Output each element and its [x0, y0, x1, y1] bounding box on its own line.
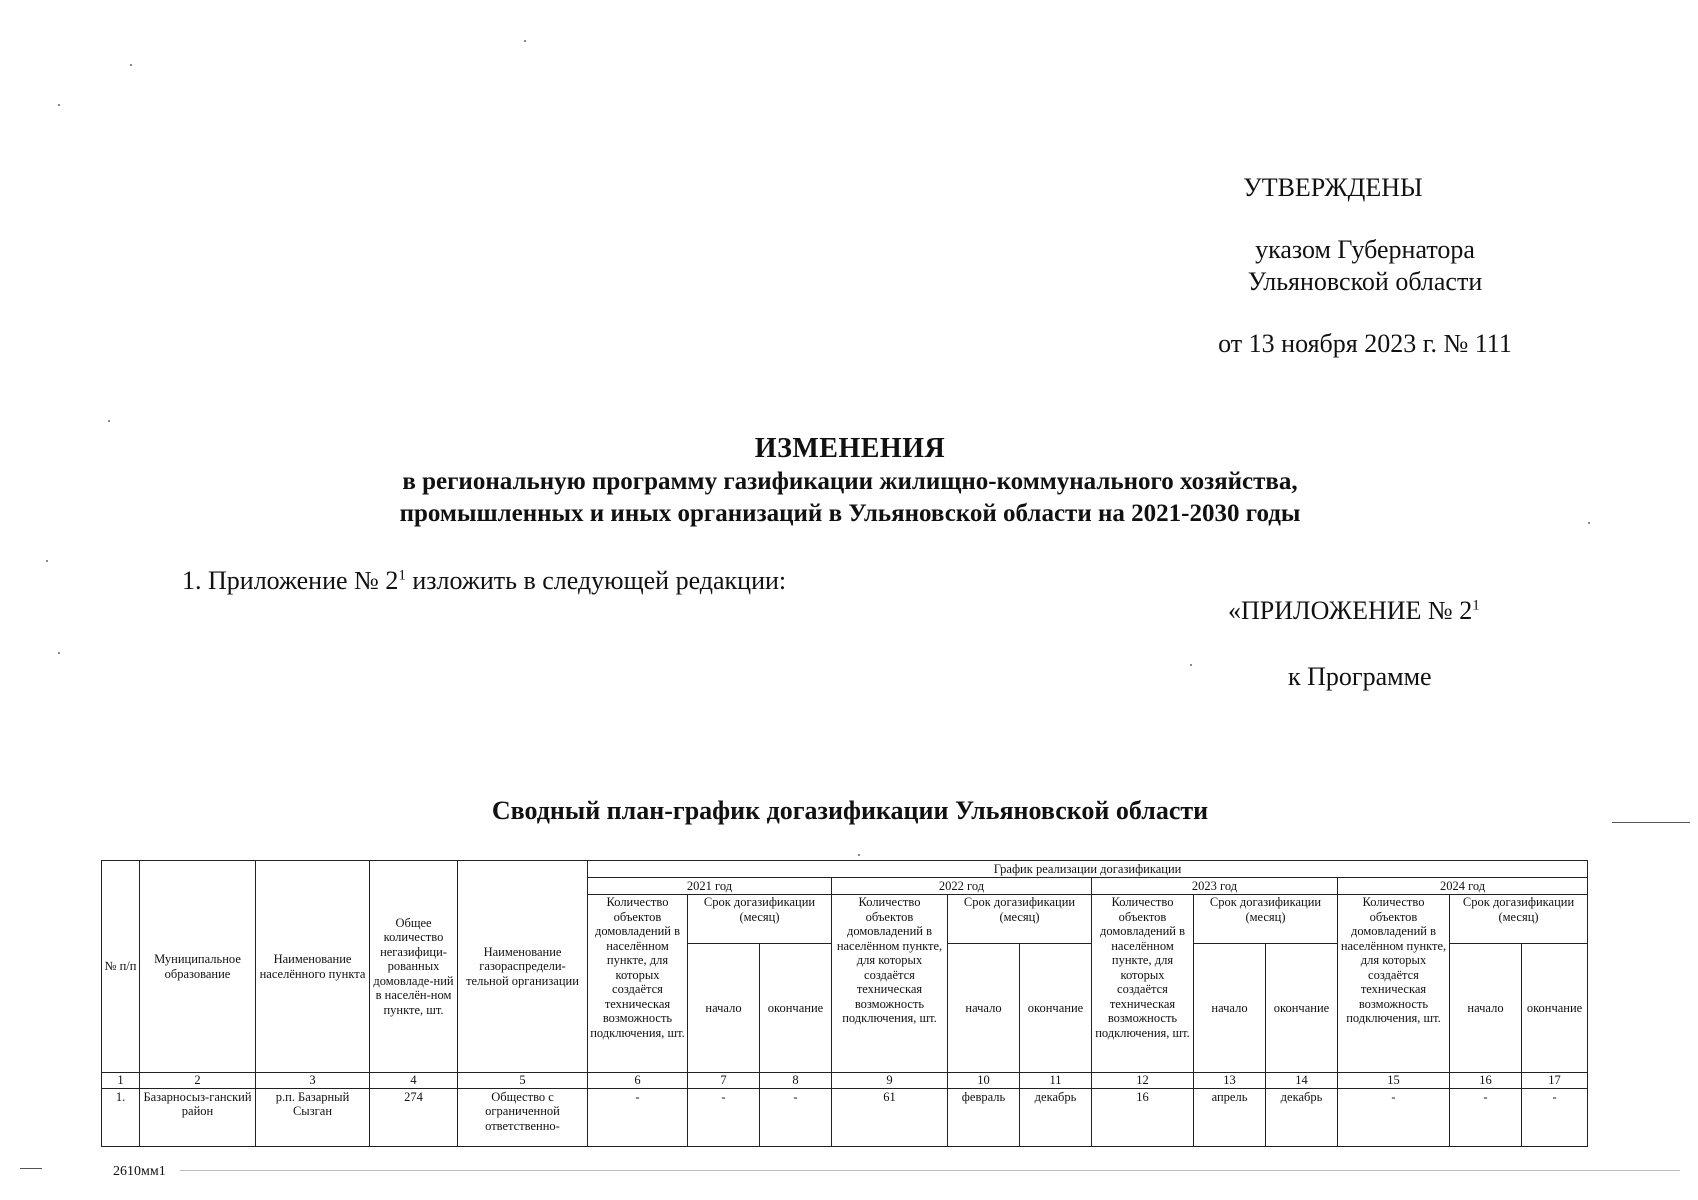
end-header-2022: окончание [1020, 944, 1092, 1073]
cell-organization: Общество с ограниченной ответственно- [458, 1088, 588, 1146]
year-header-2022: 2022 год [832, 878, 1092, 895]
column-number: 3 [256, 1073, 370, 1089]
column-number-row [102, 1073, 1588, 1089]
col-header-settlement: Наименование населённого пункта [256, 861, 370, 1073]
item-1-text: 1. Приложение № 2 [182, 566, 399, 595]
cell-start-2021: - [688, 1088, 760, 1146]
cell-end-2022: декабрь [1020, 1088, 1092, 1146]
cell-settlement: р.п. Базарный Сызган [256, 1088, 370, 1146]
count-header-2023: Количество объектов домовладений в населённом пункте, для которых создаётся техническая возможность подключения, шт. [1092, 895, 1194, 1073]
start-header-2021: начало [688, 944, 760, 1073]
column-number: 10 [948, 1073, 1020, 1089]
column-number: 16 [1450, 1073, 1522, 1089]
scan-artifact-line [180, 1170, 1680, 1171]
end-header-2023: окончание [1266, 944, 1338, 1073]
cell-end-2021: - [760, 1088, 832, 1146]
column-number: 6 [588, 1073, 688, 1089]
table-title: Сводный план-график догазификации Ульяновской области [491, 796, 1209, 825]
scan-artifact-dot [108, 420, 110, 422]
scan-artifact-dot [1588, 522, 1590, 524]
approval-line1: указом Губернатора [1255, 235, 1475, 264]
scan-artifact-dot [130, 64, 132, 66]
scan-artifact-line [1612, 822, 1690, 823]
term-header-2023: Срок догазификации (месяц) [1194, 895, 1338, 944]
footer-document-code: 2610мм1 [113, 1164, 166, 1179]
cell-count-2024: - [1338, 1088, 1450, 1146]
end-header-2021: окончание [760, 944, 832, 1073]
gasification-schedule-table [101, 860, 1588, 1147]
col-header-municipality: Муниципальное образование [140, 861, 256, 1073]
column-number: 14 [1266, 1073, 1338, 1089]
column-number: 11 [1020, 1073, 1092, 1089]
cell-end-2024: - [1522, 1088, 1588, 1146]
approval-heading: УТВЕРЖДЕНЫ [1243, 173, 1423, 202]
column-number: 4 [370, 1073, 458, 1089]
item-1-rest: изложить в следующей редакции: [405, 566, 787, 595]
document-subtitle-line2: промышленных и иных организаций в Ульяновской области на 2021-2030 годы [399, 500, 1301, 527]
col-header-no: № п/п [102, 861, 140, 1073]
appendix-label [1228, 596, 1480, 626]
column-number: 9 [832, 1073, 948, 1089]
approval-date: от 13 ноября 2023 г. № 111 [1218, 329, 1512, 358]
scan-artifact-dot [858, 854, 860, 856]
column-number: 5 [458, 1073, 588, 1089]
column-number: 13 [1194, 1073, 1266, 1089]
cell-end-2023: декабрь [1266, 1088, 1338, 1146]
cell-count-2023: 16 [1092, 1088, 1194, 1146]
year-header-2024: 2024 год [1338, 878, 1588, 895]
approval-line2: Ульяновской области [1247, 267, 1483, 296]
document-title-block [200, 432, 1500, 530]
term-header-2022: Срок догазификации (месяц) [948, 895, 1092, 944]
start-header-2022: начало [948, 944, 1020, 1073]
column-number: 15 [1338, 1073, 1450, 1089]
scan-artifact-dot [524, 40, 526, 42]
appendix-superscript: 1 [1472, 597, 1480, 614]
column-number: 17 [1522, 1073, 1588, 1089]
cell-municipality: Базарносыз-ганский район [140, 1088, 256, 1146]
cell-count-2021: - [588, 1088, 688, 1146]
column-number: 2 [140, 1073, 256, 1089]
start-header-2024: начало [1450, 944, 1522, 1073]
table-row [102, 1088, 1588, 1146]
column-number: 1 [102, 1073, 140, 1089]
term-header-2021: Срок догазификации (месяц) [688, 895, 832, 944]
to-program-label: к Программе [1288, 662, 1432, 691]
count-header-2024: Количество объектов домовладений в населённом пункте, для которых создаётся техническая возможность подключения, шт. [1338, 895, 1450, 1073]
cell-count-2022: 61 [832, 1088, 948, 1146]
document-title: ИЗМЕНЕНИЯ [754, 433, 946, 464]
count-header-2022: Количество объектов домовладений в населённом пункте, для которых создаётся техническая возможность подключения, шт. [832, 895, 948, 1073]
approval-block [1180, 172, 1550, 360]
document-subtitle-line1: в региональную программу газификации жилищно-коммунального хозяйства, [402, 468, 1298, 495]
cell-start-2023: апрель [1194, 1088, 1266, 1146]
scan-artifact-dot [1190, 664, 1192, 666]
scan-artifact-dot [58, 652, 60, 654]
appendix-label-text: «ПРИЛОЖЕНИЕ № 2 [1228, 596, 1473, 625]
schedule-header: График реализации догазификации [588, 861, 1588, 878]
col-header-total: Общее количество негазифици-рованных домовладе-ний в населён-ном пункте, шт. [370, 861, 458, 1073]
year-header-2021: 2021 год [588, 878, 832, 895]
scan-artifact-line [20, 1168, 42, 1169]
scan-artifact-dot [46, 560, 48, 562]
start-header-2023: начало [1194, 944, 1266, 1073]
end-header-2024: окончание [1522, 944, 1588, 1073]
count-header-2021: Количество объектов домовладений в населённом пункте, для которых создаётся техническая возможность подключения, шт. [588, 895, 688, 1073]
column-number: 7 [688, 1073, 760, 1089]
cell-total: 274 [370, 1088, 458, 1146]
cell-no: 1. [102, 1088, 140, 1146]
cell-start-2024: - [1450, 1088, 1522, 1146]
scan-artifact-dot [58, 104, 60, 106]
column-number: 12 [1092, 1073, 1194, 1089]
cell-start-2022: февраль [948, 1088, 1020, 1146]
item-1-paragraph [182, 566, 786, 596]
term-header-2024: Срок догазификации (месяц) [1450, 895, 1588, 944]
year-header-2023: 2023 год [1092, 878, 1338, 895]
item-1-superscript: 1 [398, 567, 406, 584]
col-header-organization: Наименование газораспредели-тельной организации [458, 861, 588, 1073]
column-number: 8 [760, 1073, 832, 1089]
